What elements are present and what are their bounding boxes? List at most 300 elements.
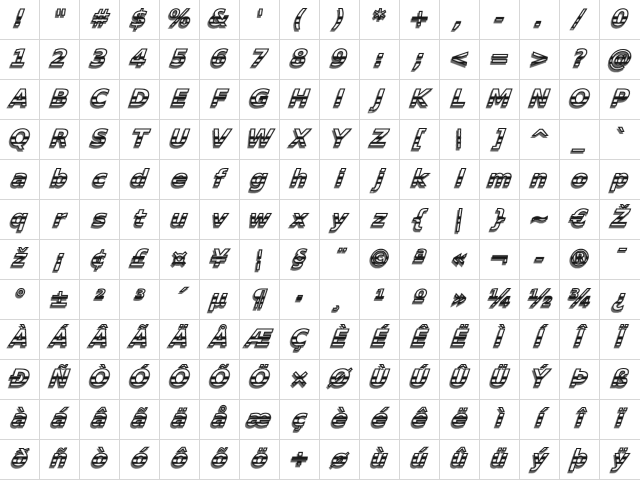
glyph-cell[interactable] xyxy=(240,360,280,400)
glyph-cell[interactable] xyxy=(400,320,440,360)
glyph: € xyxy=(569,206,590,232)
glyph-cell[interactable] xyxy=(160,120,200,160)
glyph-cell[interactable] xyxy=(600,0,640,40)
glyph-cell[interactable] xyxy=(360,200,400,240)
glyph: $ xyxy=(129,6,150,32)
glyph: t xyxy=(132,206,147,232)
glyph-cell[interactable] xyxy=(440,0,480,40)
glyph-cell[interactable] xyxy=(240,280,280,320)
glyph-cell[interactable] xyxy=(240,200,280,240)
glyph-cell[interactable] xyxy=(0,80,40,120)
glyph-cell[interactable] xyxy=(240,240,280,280)
glyph-cell[interactable] xyxy=(440,320,480,360)
glyph: O xyxy=(567,86,592,112)
glyph-cell[interactable] xyxy=(280,80,320,120)
glyph-cell[interactable] xyxy=(280,120,320,160)
glyph: « xyxy=(450,246,469,272)
glyph: . xyxy=(533,6,546,32)
glyph-cell[interactable] xyxy=(440,280,480,320)
glyph-cell[interactable] xyxy=(480,160,520,200)
glyph: É xyxy=(369,326,390,352)
glyph-cell[interactable] xyxy=(600,280,640,320)
glyph-cell[interactable] xyxy=(560,360,600,400)
glyph-cell[interactable] xyxy=(120,40,160,80)
glyph-cell[interactable] xyxy=(240,120,280,160)
glyph: h xyxy=(289,166,310,192)
glyph-cell[interactable] xyxy=(120,120,160,160)
glyph-cell[interactable] xyxy=(600,200,640,240)
glyph-cell[interactable] xyxy=(80,160,120,200)
glyph: Æ xyxy=(245,326,274,352)
glyph-cell[interactable] xyxy=(0,160,40,200)
glyph-cell[interactable] xyxy=(360,80,400,120)
glyph-cell[interactable] xyxy=(320,160,360,200)
glyph: ð xyxy=(9,446,30,472)
glyph: ½ xyxy=(525,286,554,312)
glyph-cell[interactable] xyxy=(400,360,440,400)
glyph: â xyxy=(89,406,110,432)
glyph: × xyxy=(288,366,312,392)
glyph: 8 xyxy=(289,46,310,72)
glyph-cell[interactable] xyxy=(240,440,280,480)
glyph: ü xyxy=(489,446,510,472)
glyph: ) xyxy=(332,6,347,32)
glyph-cell[interactable] xyxy=(280,440,320,480)
glyph-cell[interactable] xyxy=(200,320,240,360)
glyph-cell[interactable] xyxy=(280,40,320,80)
glyph: © xyxy=(366,246,393,272)
glyph: ÿ xyxy=(610,446,630,472)
glyph-cell[interactable] xyxy=(200,160,240,200)
glyph-cell[interactable] xyxy=(240,40,280,80)
glyph: Ç xyxy=(289,326,310,352)
glyph-cell[interactable] xyxy=(160,240,200,280)
glyph-cell[interactable] xyxy=(520,360,560,400)
glyph: Q xyxy=(7,126,32,152)
glyph-cell[interactable] xyxy=(160,320,200,360)
glyph: g xyxy=(249,166,270,192)
glyph-cell[interactable] xyxy=(320,80,360,120)
glyph: w xyxy=(247,206,273,232)
glyph: £ xyxy=(129,246,150,272)
glyph: 9 xyxy=(329,46,350,72)
glyph: Å xyxy=(208,326,231,352)
glyph-cell[interactable] xyxy=(280,280,320,320)
glyph: Ë xyxy=(449,326,470,352)
glyph-cell[interactable] xyxy=(400,440,440,480)
glyph: i xyxy=(333,166,346,192)
glyph: È xyxy=(329,326,350,352)
glyph-cell[interactable] xyxy=(200,440,240,480)
glyph: 4 xyxy=(129,46,150,72)
glyph-cell[interactable] xyxy=(400,160,440,200)
glyph: H xyxy=(288,86,312,112)
glyph-cell[interactable] xyxy=(600,80,640,120)
glyph: d xyxy=(129,166,150,192)
glyph-cell[interactable] xyxy=(80,80,120,120)
glyph: ( xyxy=(292,6,307,32)
glyph: ® xyxy=(566,246,593,272)
glyph: ° xyxy=(11,286,28,312)
glyph: ì xyxy=(493,406,506,432)
glyph-cell[interactable] xyxy=(560,440,600,480)
glyph-cell[interactable] xyxy=(560,200,600,240)
glyph-cell[interactable] xyxy=(40,0,80,40)
glyph-cell[interactable] xyxy=(160,80,200,120)
glyph: | xyxy=(453,206,466,232)
glyph: · xyxy=(293,286,306,312)
glyph-cell[interactable] xyxy=(560,280,600,320)
glyph: + xyxy=(408,6,432,32)
glyph: Y xyxy=(329,126,350,152)
glyph-cell[interactable] xyxy=(320,120,360,160)
glyph: 5 xyxy=(169,46,190,72)
glyph: % xyxy=(166,6,193,32)
glyph-cell[interactable] xyxy=(520,80,560,120)
glyph: : xyxy=(373,46,386,72)
glyph-cell[interactable] xyxy=(80,240,120,280)
glyph: ¬ xyxy=(488,246,512,272)
glyph-cell[interactable] xyxy=(120,0,160,40)
glyph: ¼ xyxy=(485,286,514,312)
glyph: V xyxy=(208,126,231,152)
glyph-cell[interactable] xyxy=(200,280,240,320)
glyph-cell[interactable] xyxy=(40,80,80,120)
glyph-cell[interactable] xyxy=(480,240,520,280)
glyph-cell[interactable] xyxy=(560,40,600,80)
glyph: ø xyxy=(329,446,350,472)
glyph-cell[interactable] xyxy=(480,80,520,120)
glyph-cell[interactable] xyxy=(40,360,80,400)
glyph-cell[interactable] xyxy=(480,0,520,40)
glyph-cell[interactable] xyxy=(600,40,640,80)
glyph: Ò xyxy=(87,366,112,392)
glyph-cell[interactable] xyxy=(360,0,400,40)
glyph-cell[interactable] xyxy=(520,240,560,280)
glyph-cell[interactable] xyxy=(240,80,280,120)
glyph: á xyxy=(49,406,70,432)
glyph-cell[interactable] xyxy=(600,400,640,440)
glyph-cell[interactable] xyxy=(600,320,640,360)
glyph-cell[interactable] xyxy=(280,240,320,280)
glyph-cell[interactable] xyxy=(0,200,40,240)
glyph-cell[interactable] xyxy=(0,240,40,280)
glyph-cell[interactable] xyxy=(200,120,240,160)
glyph-cell[interactable] xyxy=(600,440,640,480)
glyph: ^ xyxy=(528,126,552,152)
glyph: § xyxy=(291,246,308,272)
glyph: W xyxy=(245,126,275,152)
glyph-cell[interactable] xyxy=(40,120,80,160)
glyph: o xyxy=(569,166,590,192)
glyph: , xyxy=(453,6,466,32)
glyph-cell[interactable] xyxy=(360,280,400,320)
glyph-cell[interactable] xyxy=(560,160,600,200)
glyph-cell[interactable] xyxy=(440,40,480,80)
glyph-cell[interactable] xyxy=(320,280,360,320)
glyph-cell[interactable] xyxy=(40,240,80,280)
glyph-cell[interactable] xyxy=(360,120,400,160)
glyph: º xyxy=(411,286,428,312)
glyph-cell[interactable] xyxy=(0,120,40,160)
glyph-cell[interactable] xyxy=(400,40,440,80)
glyph-cell[interactable] xyxy=(520,40,560,80)
glyph-cell[interactable] xyxy=(400,400,440,440)
glyph-cell[interactable] xyxy=(280,400,320,440)
glyph: I xyxy=(333,86,346,112)
glyph-cell[interactable] xyxy=(240,160,280,200)
glyph-cell[interactable] xyxy=(320,0,360,40)
glyph: å xyxy=(209,406,230,432)
glyph-cell[interactable] xyxy=(440,440,480,480)
glyph: l xyxy=(453,166,466,192)
glyph-cell[interactable] xyxy=(400,0,440,40)
glyph-cell[interactable] xyxy=(320,400,360,440)
glyph: Á xyxy=(48,326,71,352)
glyph: ¦ xyxy=(253,246,266,272)
glyph-cell[interactable] xyxy=(40,200,80,240)
glyph-cell[interactable] xyxy=(360,440,400,480)
glyph-cell[interactable] xyxy=(80,400,120,440)
glyph-cell[interactable] xyxy=(80,280,120,320)
glyph-cell[interactable] xyxy=(400,280,440,320)
glyph-cell[interactable] xyxy=(80,320,120,360)
glyph: J xyxy=(373,86,386,112)
glyph: c xyxy=(90,166,109,192)
glyph-cell[interactable] xyxy=(360,360,400,400)
glyph-cell[interactable] xyxy=(240,400,280,440)
glyph: k xyxy=(410,166,430,192)
glyph-cell[interactable] xyxy=(480,400,520,440)
glyph-cell[interactable] xyxy=(40,440,80,480)
glyph-cell[interactable] xyxy=(440,80,480,120)
glyph-cell[interactable] xyxy=(360,400,400,440)
glyph-cell[interactable] xyxy=(120,80,160,120)
glyph-cell[interactable] xyxy=(560,120,600,160)
glyph-cell[interactable] xyxy=(440,400,480,440)
glyph-cell[interactable] xyxy=(120,320,160,360)
glyph: f xyxy=(212,166,227,192)
glyph-cell[interactable] xyxy=(440,160,480,200)
glyph: ç xyxy=(290,406,309,432)
glyph-cell[interactable] xyxy=(0,360,40,400)
glyph-cell[interactable] xyxy=(120,240,160,280)
glyph-cell[interactable] xyxy=(200,80,240,120)
glyph: Ù xyxy=(368,366,391,392)
glyph: / xyxy=(573,6,586,32)
glyph: p xyxy=(610,166,631,192)
glyph: & xyxy=(207,6,232,32)
glyph-cell[interactable] xyxy=(160,440,200,480)
glyph: G xyxy=(248,86,271,112)
glyph-cell[interactable] xyxy=(440,200,480,240)
glyph-cell[interactable] xyxy=(40,280,80,320)
glyph-cell[interactable] xyxy=(480,320,520,360)
glyph-cell[interactable] xyxy=(560,400,600,440)
glyph: # xyxy=(89,6,110,32)
glyph: Ä xyxy=(168,326,191,352)
glyph: X xyxy=(288,126,311,152)
glyph-cell[interactable] xyxy=(120,200,160,240)
glyph-cell[interactable] xyxy=(80,200,120,240)
glyph-cell[interactable] xyxy=(200,400,240,440)
glyph-cell[interactable] xyxy=(40,40,80,80)
glyph-cell[interactable] xyxy=(160,200,200,240)
glyph-cell[interactable] xyxy=(480,120,520,160)
glyph-cell[interactable] xyxy=(560,80,600,120)
glyph-cell[interactable] xyxy=(520,120,560,160)
glyph-cell[interactable] xyxy=(0,40,40,80)
glyph: j xyxy=(373,166,386,192)
glyph-cell[interactable] xyxy=(480,440,520,480)
glyph-cell[interactable] xyxy=(560,0,600,40)
glyph: D xyxy=(128,86,151,112)
glyph: v xyxy=(210,206,229,232)
glyph-cell[interactable] xyxy=(160,160,200,200)
glyph-cell[interactable] xyxy=(80,360,120,400)
glyph-cell[interactable] xyxy=(480,280,520,320)
glyph-cell[interactable] xyxy=(0,400,40,440)
glyph-cell[interactable] xyxy=(360,40,400,80)
glyph-cell[interactable] xyxy=(400,240,440,280)
glyph: Î xyxy=(573,326,586,352)
glyph: û xyxy=(449,446,470,472)
glyph-cell[interactable] xyxy=(320,200,360,240)
glyph-cell[interactable] xyxy=(520,320,560,360)
glyph: a xyxy=(9,166,30,192)
glyph-cell[interactable] xyxy=(120,440,160,480)
glyph: C xyxy=(89,86,110,112)
glyph-cell[interactable] xyxy=(200,200,240,240)
glyph-cell[interactable] xyxy=(0,440,40,480)
glyph-cell[interactable] xyxy=(280,200,320,240)
glyph-cell[interactable] xyxy=(0,0,40,40)
glyph-cell[interactable] xyxy=(320,360,360,400)
glyph: _ xyxy=(571,126,588,152)
glyph: ã xyxy=(129,406,150,432)
glyph-cell[interactable] xyxy=(360,160,400,200)
glyph-cell[interactable] xyxy=(560,240,600,280)
glyph: Ð xyxy=(8,366,32,392)
glyph: ú xyxy=(409,446,430,472)
glyph: ó xyxy=(129,446,150,472)
glyph: é xyxy=(369,406,390,432)
glyph-cell[interactable] xyxy=(160,0,200,40)
glyph-cell[interactable] xyxy=(440,240,480,280)
glyph: þ xyxy=(569,446,590,472)
glyph-cell[interactable] xyxy=(520,0,560,40)
glyph-cell[interactable] xyxy=(0,280,40,320)
glyph-cell[interactable] xyxy=(280,360,320,400)
glyph: 3 xyxy=(89,46,110,72)
glyph-cell[interactable] xyxy=(40,400,80,440)
glyph-cell[interactable] xyxy=(160,360,200,400)
glyph-cell[interactable] xyxy=(120,160,160,200)
glyph-cell[interactable] xyxy=(560,320,600,360)
glyph-cell[interactable] xyxy=(40,320,80,360)
glyph-cell[interactable] xyxy=(160,280,200,320)
glyph-cell[interactable] xyxy=(160,40,200,80)
glyph: Ž xyxy=(609,206,631,232)
glyph: ¯ xyxy=(612,246,628,272)
glyph-cell[interactable] xyxy=(320,40,360,80)
glyph-cell[interactable] xyxy=(480,40,520,80)
glyph-cell[interactable] xyxy=(600,240,640,280)
glyph-cell[interactable] xyxy=(240,320,280,360)
glyph-cell[interactable] xyxy=(280,320,320,360)
glyph: 1 xyxy=(9,46,30,72)
glyph: ä xyxy=(169,406,190,432)
glyph: U xyxy=(168,126,191,152)
glyph: Ö xyxy=(247,366,272,392)
glyph-cell[interactable] xyxy=(600,160,640,200)
glyph: Ï xyxy=(613,326,627,352)
glyph-cell[interactable] xyxy=(280,160,320,200)
glyph-cell[interactable] xyxy=(240,0,280,40)
glyph-cell[interactable] xyxy=(120,400,160,440)
glyph-cell[interactable] xyxy=(0,320,40,360)
glyph-cell[interactable] xyxy=(520,440,560,480)
glyph: ? xyxy=(571,46,589,72)
glyph-cell[interactable] xyxy=(360,240,400,280)
glyph-cell[interactable] xyxy=(200,240,240,280)
glyph-cell[interactable] xyxy=(600,360,640,400)
glyph: \ xyxy=(453,126,466,152)
glyph-cell[interactable] xyxy=(320,320,360,360)
glyph-cell[interactable] xyxy=(600,120,640,160)
glyph: ] xyxy=(492,126,507,152)
glyph-cell[interactable] xyxy=(280,0,320,40)
glyph-cell[interactable] xyxy=(480,360,520,400)
glyph: ¡ xyxy=(52,246,67,272)
glyph: ¶ xyxy=(250,286,269,312)
glyph-cell[interactable] xyxy=(200,0,240,40)
glyph-cell[interactable] xyxy=(400,80,440,120)
glyph: ï xyxy=(614,406,626,432)
glyph: < xyxy=(448,46,472,72)
glyph-cell[interactable] xyxy=(80,120,120,160)
glyph-cell[interactable] xyxy=(80,0,120,40)
glyph: Û xyxy=(448,366,471,392)
glyph: 0 xyxy=(610,6,630,32)
glyph: ¢ xyxy=(89,246,110,272)
glyph: ª xyxy=(411,246,428,272)
glyph-cell[interactable] xyxy=(480,200,520,240)
glyph-cell[interactable] xyxy=(200,40,240,80)
glyph-cell[interactable] xyxy=(120,360,160,400)
glyph-cell[interactable] xyxy=(520,400,560,440)
glyph-cell[interactable] xyxy=(520,200,560,240)
glyph-cell[interactable] xyxy=(320,440,360,480)
glyph-cell[interactable] xyxy=(440,360,480,400)
glyph-cell[interactable] xyxy=(120,280,160,320)
glyph-cell[interactable] xyxy=(320,240,360,280)
glyph: à xyxy=(9,406,30,432)
glyph-cell[interactable] xyxy=(400,200,440,240)
glyph-cell[interactable] xyxy=(160,400,200,440)
glyph-cell[interactable] xyxy=(80,440,120,480)
glyph-cell[interactable] xyxy=(200,360,240,400)
glyph-cell[interactable] xyxy=(400,120,440,160)
glyph: À xyxy=(8,326,31,352)
glyph-cell[interactable] xyxy=(360,320,400,360)
glyph-cell[interactable] xyxy=(520,280,560,320)
glyph-cell[interactable] xyxy=(80,40,120,80)
glyph: ž xyxy=(11,246,29,272)
glyph-cell[interactable] xyxy=(40,160,80,200)
glyph-cell[interactable] xyxy=(440,120,480,160)
glyph-cell[interactable] xyxy=(520,160,560,200)
